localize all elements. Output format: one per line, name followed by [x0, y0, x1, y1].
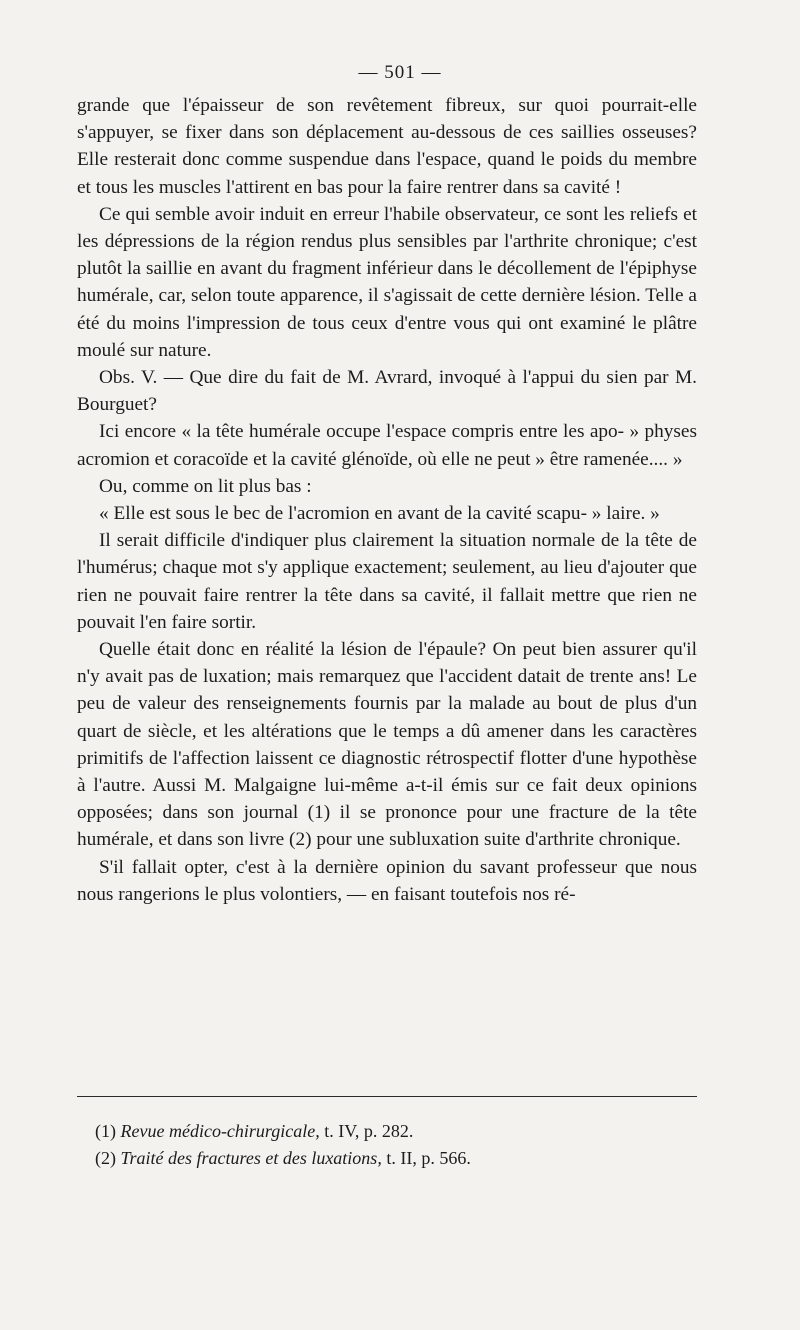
paragraph: grande que l'épaisseur de son revêtement fibreux, sur quoi pourrait-elle s'appuyer, se fixer dans son déplacement au-dessous de ces saillies osseuses? Elle resterait donc comme suspendue dans l'espace, quand le poids du membre et tous les muscles l'attirent en bas pour la faire rentrer dans sa cavité !: [77, 95, 697, 198]
footnotes: [95, 1118, 695, 1172]
paragraph: Ici encore « la tête humérale occupe l'espace compris entre les apo- » physes acromion et coracoïde et la cavité glénoïde, où elle ne peut » être ramenée.... »: [77, 421, 697, 470]
footnote: [95, 1118, 695, 1145]
footnote-title: Revue médico-chirurgicale,: [120, 1121, 320, 1141]
paragraph: Obs. V. — Que dire du fait de M. Avrard, invoqué à l'appui du sien par M. Bourguet?: [77, 367, 697, 416]
footnote-title: Traité des fractures et des luxations,: [120, 1148, 382, 1168]
footnote-marker: (2): [95, 1148, 116, 1168]
footnote-marker: (1): [95, 1121, 116, 1141]
body-text: [77, 92, 697, 908]
paragraph: Il serait difficile d'indiquer plus clairement la situation normale de la tête de l'humérus; chaque mot s'y applique exactement; seulement, au lieu d'ajouter que rien ne pouvait faire rentrer la tête dans sa cavité, il fallait mettre que rien ne pouvait l'en faire sortir.: [77, 530, 697, 633]
paragraph: Ou, comme on lit plus bas :: [99, 475, 312, 497]
footnote-reference: t. IV, p. 282.: [319, 1121, 414, 1141]
paragraph: S'il fallait opter, c'est à la dernière opinion du savant professeur que nous nous rangerions le plus volontiers, — en faisant toutefois nos ré-: [77, 856, 697, 905]
footnote-divider: [77, 1096, 697, 1097]
page-number: — 501 —: [358, 62, 442, 83]
footnote: [95, 1145, 695, 1172]
footnote-reference: t. II, p. 566.: [381, 1148, 471, 1168]
paragraph: Ce qui semble avoir induit en erreur l'habile observateur, ce sont les reliefs et les dépressions de la région rendus plus sensibles par l'arthrite chronique; c'est plutôt la saillie en avant du fragment inférieur dans le décollement de l'épiphyse humérale, car, selon toute apparence, il s'agissait de cette dernière lésion. Telle a été du moins l'impression de tous ceux d'entre vous qui ont examiné le plâtre moulé sur nature.: [77, 203, 697, 361]
paragraph: « Elle est sous le bec de l'acromion en avant de la cavité scapu- » laire. »: [99, 503, 660, 525]
paragraph: Quelle était donc en réalité la lésion de l'épaule? On peut bien assurer qu'il n'y avait pas de luxation; mais remarquez que l'accident datait de trente ans! Le peu de valeur des renseignements fournis par la malade au bout de plus d'un quart de siècle, et les altérations que le temps a dû amener dans les caractères primitifs de l'affection laissent ce diagnostic rétrospectif flotter d'une hypothèse à l'autre. Aussi M. Malgaigne lui-même a-t-il émis sur ce fait deux opinions opposées; dans son journal (1) il se prononce pour une fracture de la tête humérale, et dans son livre (2) pour une subluxation suite d'arthrite chronique.: [77, 639, 697, 851]
